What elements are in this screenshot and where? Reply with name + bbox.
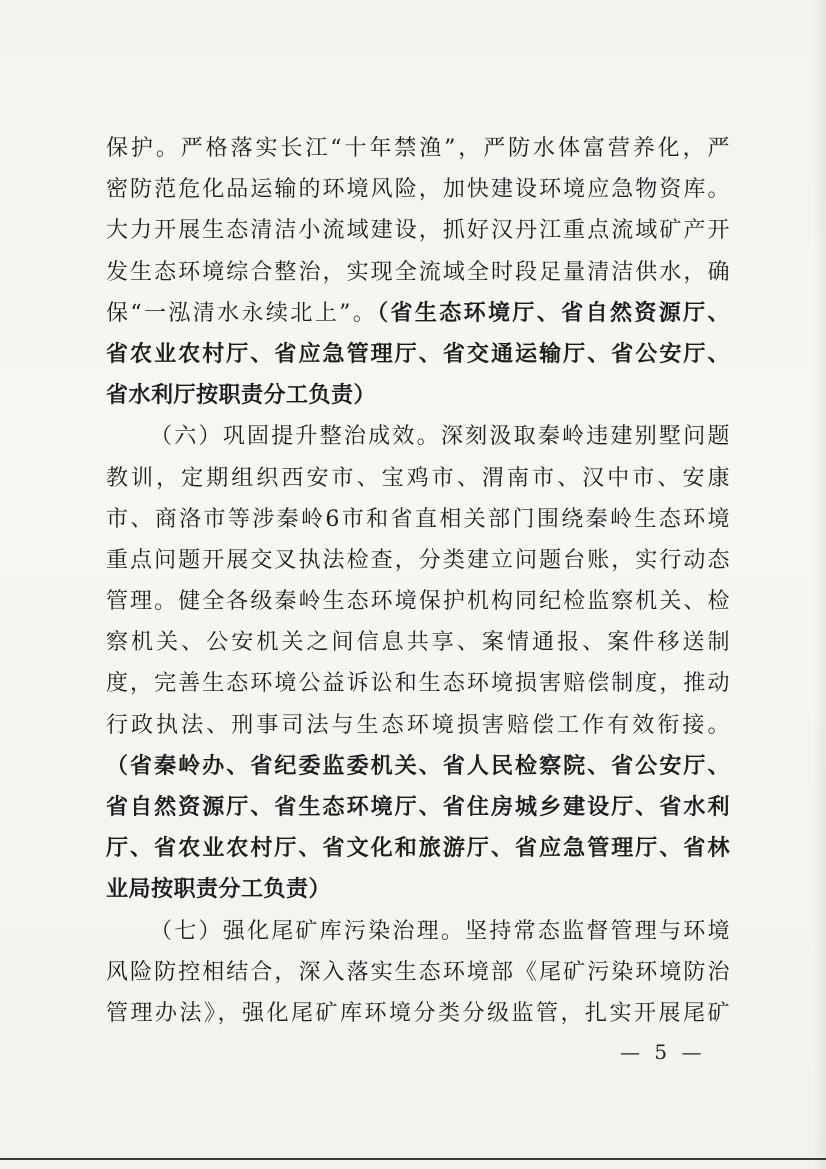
paragraph-line: 密防范危化品运输的环境风险，加快建设环境应急物资库。 <box>106 177 730 203</box>
responsibility-note: （省秦岭办、省纪委监委机关、省人民检察院、省公安厅、 <box>106 753 730 779</box>
responsibility-note: 业局按职责分工负责） <box>106 877 332 903</box>
paragraph-line: 风险防控相结合，深入落实生态环境部《尾矿污染环境防治 <box>106 959 730 985</box>
paragraph-text: 保“一泓清水永续北上”。 <box>106 300 378 326</box>
paragraph-line: 教训，定期组织西安市、宝鸡市、渭南市、汉中市、安康 <box>106 465 730 491</box>
paragraph-line: 度，完善生态环境公益诉讼和生态环境损害赔偿制度，推动 <box>106 671 730 697</box>
body-text <box>106 128 730 1034</box>
responsibility-note: 省自然资源厅、省生态环境厅、省住房城乡建设厅、省水利 <box>106 795 730 820</box>
responsibility-note: （省生态环境厅、省自然资源厅、 <box>377 300 730 326</box>
paragraph-line: 管理。健全各级秦岭生态环境保护机构同纪检监察机关、检 <box>106 589 730 615</box>
scan-shadow <box>812 0 826 1169</box>
paragraph-line: 发生态环境综合整治，实现全流域全时段足量清洁供水，确 <box>106 259 730 285</box>
paragraph-line: 市、商洛市等涉秦岭6市和省直相关部门围绕秦岭生态环境 <box>106 506 730 532</box>
page-number: — 5 — <box>620 1040 706 1064</box>
paragraph-line: 大力开展生态清洁小流域建设，抓好汉丹江重点流域矿产开 <box>106 218 730 244</box>
paragraph-line: 保护。严格落实长江“十年禁渔”，严防水体富营养化，严 <box>106 136 730 161</box>
section-heading-seven: （七）强化尾矿库污染治理。坚持常态监督管理与环境 <box>150 918 730 944</box>
paragraph-line <box>106 293 730 334</box>
paragraph-line: 行政执法、刑事司法与生态环境损害赔偿工作有效衔接。 <box>106 712 730 738</box>
paragraph-line: 管理办法》，强化尾矿库环境分类分级监管，扎实开展尾矿 <box>106 1000 730 1026</box>
paragraph-line: 重点问题开展交叉执法检查，分类建立问题台账，实行动态 <box>106 547 730 573</box>
paragraph-line: 察机关、公安机关之间信息共享、案情通报、案件移送制 <box>106 630 730 656</box>
scan-edge-line <box>0 1158 826 1160</box>
responsibility-note: 厅、省农业农村厅、省文化和旅游厅、省应急管理厅、省林 <box>106 836 730 862</box>
responsibility-note: 省农业农村厅、省应急管理厅、省交通运输厅、省公安厅、 <box>106 341 730 367</box>
responsibility-note: 省水利厅按职责分工负责） <box>106 383 377 409</box>
section-heading-six: （六）巩固提升整治成效。深刻汲取秦岭违建别墅问题 <box>150 424 730 450</box>
